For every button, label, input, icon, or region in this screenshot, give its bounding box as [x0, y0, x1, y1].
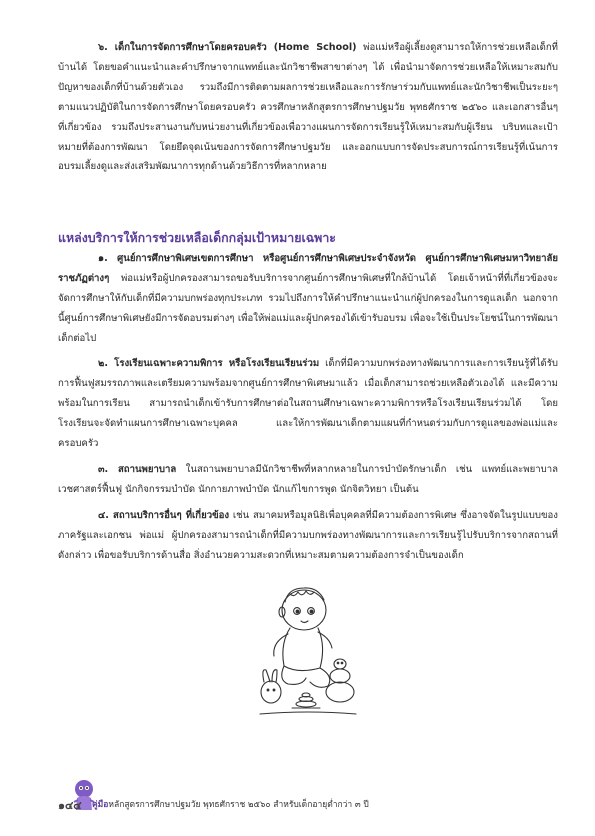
service-3-title: ๓. สถานพยาบาล [98, 464, 177, 475]
child-playing-illustration [258, 582, 358, 720]
paragraph-service-2 [58, 354, 558, 454]
service-1-title: ๑. ศูนย์การศึกษาพิเศษเขตการศึกษา หรือศูนย์การศึกษาพิเศษประจำจังหวัด ศูนย์การศึกษาพิเศษมหาวิทยาลัยราชภัฏต่างๆ [58, 253, 558, 284]
paragraph-home-school [58, 38, 558, 177]
service-3-body: ในสถานพยาบาลมีนักวิชาชีพที่หลากหลายในการบำบัดรักษาเด็ก เช่น แพทย์และพยาบาลเวชศาสตร์ฟื้นฟู นักกิจกรรมบำบัด นักกายภาพบำบัด นักแก้ไขการพูด นักจิตวิทยา เป็นต้น [58, 464, 558, 495]
footer-label [92, 797, 369, 811]
page-number: ๑๔๔ [58, 799, 82, 812]
paragraph-service-3 [58, 460, 558, 500]
paragraph-service-1 [58, 249, 558, 349]
footer-label-bold: คู่มือ [92, 800, 109, 810]
service-2-title: ๒. โรงเรียนเฉพาะความพิการ หรือโรงเรียนเรียนร่วม [98, 358, 320, 369]
service-4-title: ๔. สถานบริการอื่นๆ ที่เกี่ยวข้อง [98, 510, 230, 521]
service-4-body: เช่น สมาคมหรือมูลนิธิเพื่อบุคคลที่มีความต้องการพิเศษ ซึ่งอาจจัดในรูปแบบของภาครัฐและเอกชน พ่อแม่ ผู้ปกครองสามารถนำเด็กที่มีความบกพร่องทางพัฒนาการและการเรียนรู้ไปรับบริการจากสถานที่ดังกล่าว เพื่อขอรับบริการด้านสื่อ สิ่งอำนวยความสะดวกที่เหมาะสมตามความต้องการจำเป็นของเด็ก [58, 510, 558, 561]
footer-label-rest: หลักสูตรการศึกษาปฐมวัย พุทธศักราช ๒๕๖๐ สำหรับเด็กอายุต่ำกว่า ๓ ปี [108, 800, 369, 810]
paragraph-home-school-body: พ่อแม่หรือผู้เลี้ยงดูสามารถให้การช่วยเหลือเด็กที่บ้านได้ โดยขอคำแนะนำและคำปรึกษาจากแพทย์และนักวิชาชีพสาขาต่างๆ ได้ เพื่อนำมาจัดการช่วยเหลือให้เหมาะสมกับปัญหาของเด็กที่บ้านด้วยตัวเอง รวมถึงมีการติดตามผลการช่วยเหลือและการรักษาร่วมกับแพทย์และนักวิชาชีพเป็นระยะๆ ตามแนวปฏิบัติในการจัดการศึกษาโดยครอบครัว ควรศึกษาหลักสูตรการศึกษาปฐมวัย พุทธศักราช ๒๕๖๐ และเอกสารอื่นๆ ที่เกี่ยวข้อง รวมถึงประสานงานกับหน่วยงานที่เกี่ยวข้องเพื่อวางแผนการจัดการเรียนรู้ให้เหมาะสมกับผู้เรียน บริบทและเป้าหมายที่ต้องการพัฒนา โดยยึดจุดเน้นของการจัดการศึกษาปฐมวัย และออกแบบการจัดประสบการณ์การเรียนรู้ที่เน้นการอบรมเลี้ยงดูและส่งเสริมพัฒนาการทุกด้านด้วยวิธีการที่หลากหลาย [58, 42, 558, 173]
page-footer [58, 795, 548, 815]
service-1-body: พ่อแม่หรือผู้ปกครองสามารถขอรับบริการจากศูนย์การศึกษาพิเศษที่ใกล้บ้านได้ โดยเจ้าหน้าที่ที่เกี่ยวข้องจะจัดการศึกษาให้กับเด็กที่มีความบกพร่องทุกประเภท รวมไปถึงการให้คำปรึกษาแนะนำแก่ผู้ปกครองในการดูแลเด็ก นอกจากนี้ศูนย์การศึกษาพิเศษยังมีการจัดอบรมต่างๆ เพื่อให้พ่อแม่และผู้ปกครองได้เข้ารับอบรม เพื่อจะใช้เป็นประโยชน์ในการพัฒนาเด็กต่อไป [58, 272, 558, 344]
section-heading: แหล่งบริการให้การช่วยเหลือเด็กกลุ่มเป้าหมายเฉพาะ [58, 230, 336, 245]
service-2-body: เด็กที่มีความบกพร่องทางพัฒนาการและการเรียนรู้ที่ได้รับการฟื้นฟูสมรรถภาพและเตรียมความพร้อมจากศูนย์การศึกษาพิเศษมาแล้ว เมื่อเด็กสามารถช่วยเหลือตัวเองได้ และมีความพร้อมในการเรียน สามารถนำเด็กเข้ารับการศึกษาต่อในสถานศึกษาเฉพาะความพิการหรือโรงเรียนเรียนร่วมได้ โดยโรงเรียนจะจัดทำแผนการศึกษาเฉพาะบุคคล และให้การพัฒนาเด็กตามแผนที่กำหนดร่วมกับการดูแลของพ่อแม่และครอบครัว [58, 358, 558, 449]
paragraph-home-school-title: ๖. เด็กในการจัดการศึกษาโดยครอบครัว (Home School) [98, 42, 357, 53]
paragraph-service-4 [58, 506, 558, 566]
